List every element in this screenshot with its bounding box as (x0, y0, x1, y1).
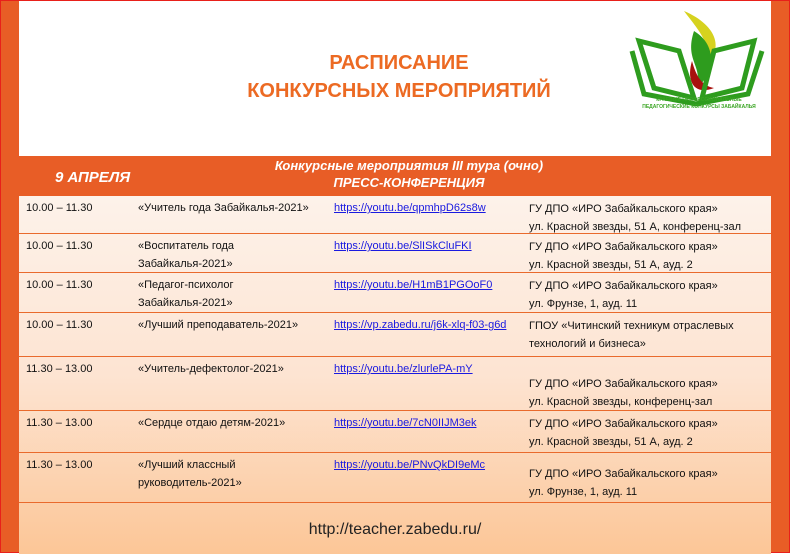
place-cell (529, 317, 774, 353)
stream-link[interactable]: https://youtu.be/zlurlePA-mY (334, 363, 473, 375)
event-cell: «Лучший классный руководитель-2021» (138, 459, 242, 489)
event-cell: «Сердце отдаю детям-2021» (138, 417, 286, 429)
time-cell: 11.30 – 13.00 (26, 417, 93, 429)
place-line-2: ул. Красной звезды, 51 А, ауд. 2 (529, 436, 693, 448)
section-title-line-2: ПРЕСС-КОНФЕРЕНЦИЯ (333, 175, 485, 190)
section-title (209, 157, 609, 191)
page-title (169, 49, 629, 105)
time-cell: 10.00 – 11.30 (26, 240, 93, 252)
place-line-1: ГУ ДПО «ИРО Забайкальского края» (529, 418, 718, 430)
event-cell: «Лучший преподаватель-2021» (138, 319, 299, 331)
logo-caption: КРАЕВЫЕ ПРОФЕССИОНАЛЬНЫЕ ПЕДАГОГИЧЕСКИЕ КОНКУРСЫ ЗАБАЙКАЛЬЯ (642, 97, 756, 110)
place-line-1: ГУ ДПО «ИРО Забайкальского края» (529, 203, 718, 215)
time-cell: 10.00 – 11.30 (26, 279, 93, 291)
table-row (19, 234, 771, 273)
schedule-table (19, 196, 771, 554)
date-label: 9 АПРЕЛЯ (55, 169, 131, 186)
table-row (19, 313, 771, 357)
event-cell: «Педагог-психолог Забайкалья-2021» (138, 279, 234, 309)
place-line-1: ГУ ДПО «ИРО Забайкальского края» (529, 241, 718, 253)
table-row (19, 273, 771, 313)
place-line-2: ул. Фрунзе, 1, ауд. 11 (529, 298, 638, 310)
table-row (19, 196, 771, 234)
header (19, 1, 771, 156)
place-line-1: ГУ ДПО «ИРО Забайкальского края» (529, 468, 718, 480)
place-line-1: ГУ ДПО «ИРО Забайкальского края» (529, 378, 718, 390)
place-cell (529, 375, 774, 411)
place-cell (529, 415, 774, 451)
footer-url[interactable]: http://teacher.zabedu.ru/ (308, 521, 482, 538)
place-line-1: ГУ ДПО «ИРО Забайкальского края» (529, 280, 718, 292)
table-row (19, 453, 771, 503)
stream-link[interactable]: https://vp.zabedu.ru/j6k-xlq-f03-g6d (334, 319, 507, 331)
table-row (19, 357, 771, 411)
event-cell: «Учитель года Забайкалья-2021» (138, 202, 309, 214)
title-line-1: РАСПИСАНИЕ (329, 52, 469, 74)
place-line-2: ул. Красной звезды, 51 А, конференц-зал (529, 221, 742, 233)
time-cell: 11.30 – 13.00 (26, 459, 93, 471)
title-line-2: КОНКУРСНЫХ МЕРОПРИЯТИЙ (247, 80, 551, 102)
place-line-1: ГПОУ «Читинский техникум отраслевых (529, 320, 734, 332)
table-row (19, 411, 771, 453)
place-cell (529, 465, 774, 501)
place-cell (529, 238, 774, 274)
section-band (19, 156, 771, 196)
place-line-2: ул. Красной звезды, конференц-зал (529, 396, 713, 408)
section-title-line-1: Конкурсные мероприятия III тура (очно) (274, 158, 544, 173)
stream-link[interactable]: https://youtu.be/SlISkCluFKI (334, 240, 472, 252)
time-cell: 11.30 – 13.00 (26, 363, 93, 375)
event-cell: «Воспитатель года Забайкалья-2021» (138, 240, 235, 270)
event-cell: «Учитель-дефектолог-2021» (138, 363, 284, 375)
time-cell: 10.00 – 11.30 (26, 202, 93, 214)
stream-link[interactable]: https://youtu.be/qpmhpD62s8w (334, 202, 486, 214)
place-line-2: ул. Фрунзе, 1, ауд. 11 (529, 486, 638, 498)
time-cell: 10.00 – 11.30 (26, 319, 93, 331)
place-line-2: ул. Красной звезды, 51 А, ауд. 2 (529, 259, 693, 271)
stream-link[interactable]: https://youtu.be/PNvQkDI9eMc (334, 459, 486, 471)
place-cell (529, 277, 774, 313)
place-line-2: технологий и бизнеса» (529, 338, 646, 350)
place-cell (529, 200, 774, 236)
stream-link[interactable]: https://youtu.be/7cN0IIJM3ek (334, 417, 477, 429)
stream-link[interactable]: https://youtu.be/H1mB1PGOoF0 (334, 279, 493, 291)
